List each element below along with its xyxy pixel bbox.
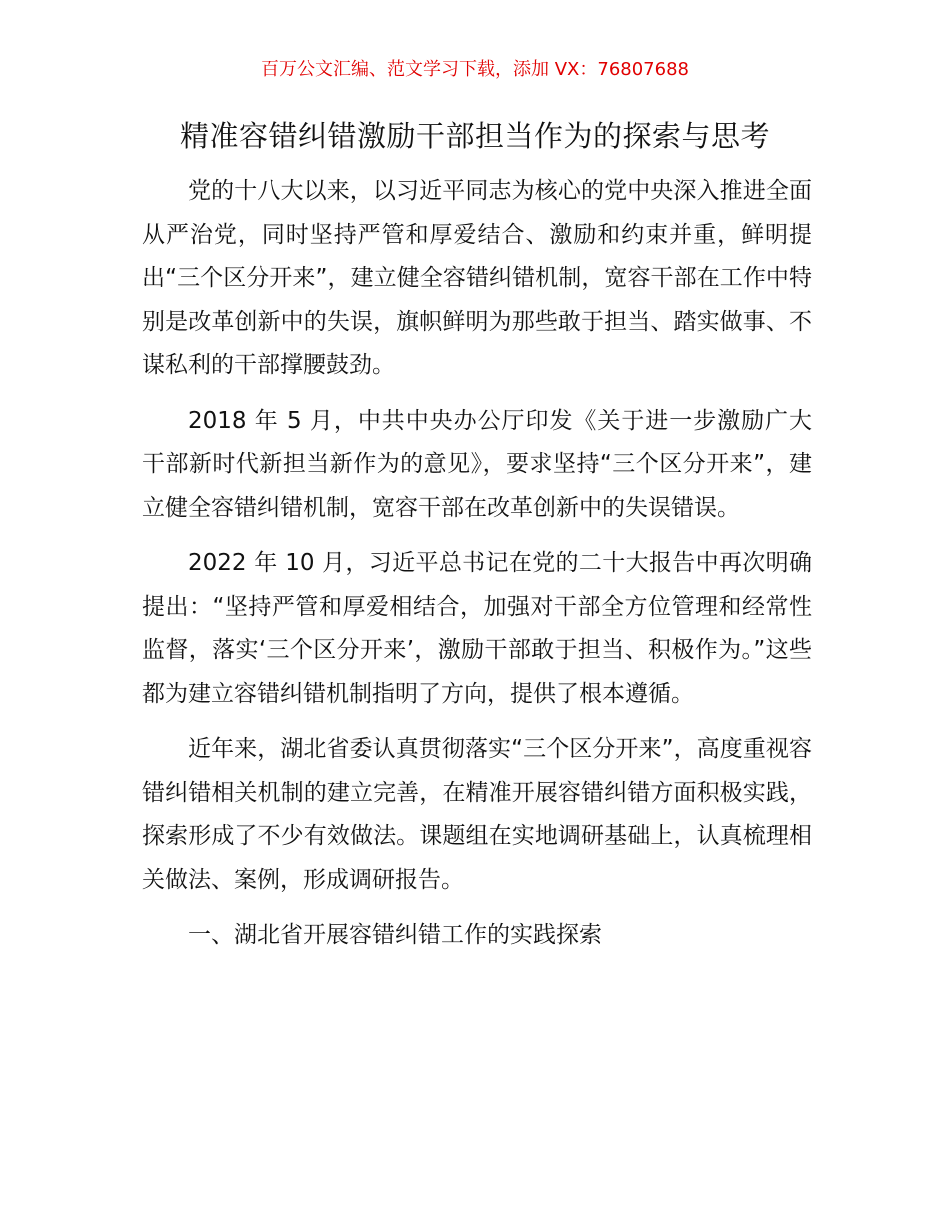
section-heading: 一、湖北省开展容错纠错工作的实践探索 [188, 922, 602, 948]
document-title: 精准容错纠错激励干部担当作为的探索与思考 [179, 119, 770, 153]
header-watermark-note: 百万公文汇编、范文学习下载，添加 VX：76807688 [261, 59, 689, 80]
paragraph: 近年来，湖北省委认真贯彻落实“三个区分开来”，高度重视容错纠错相关机制的建立完善，在精准开展容错纠错方面积极实践，探索形成了不少有效做法。课题组在实地调研基础上，认真梳理相关做法、案例，形成调研报告。 [142, 736, 812, 893]
paragraph: 党的十八大以来，以习近平同志为核心的党中央深入推进全面从严治党，同时坚持严管和厚爱结合、激励和约束并重，鲜明提出“三个区分开来”，建立健全容错纠错机制，宽容干部在工作中特别是改革创新中的失误，旗帜鲜明为那些敢于担当、踏实做事、不谋私利的干部撑腰鼓劲。 [142, 178, 812, 378]
paragraph: 2022 年 10 月，习近平总书记在党的二十大报告中再次明确提出：“坚持严管和厚爱相结合，加强对干部全方位管理和经常性监督，落实‘三个区分开来’，激励干部敢于担当、积极作为。”这些都为建立容错纠错机制指明了方向，提供了根本遵循。 [142, 550, 812, 707]
document-body [142, 170, 812, 958]
paragraph: 2018 年 5 月，中共中央办公厅印发《关于进一步激励广大干部新时代新担当新作为的意见》，要求坚持“三个区分开来”，建立健全容错纠错机制，宽容干部在改革创新中的失误错误。 [142, 407, 812, 521]
